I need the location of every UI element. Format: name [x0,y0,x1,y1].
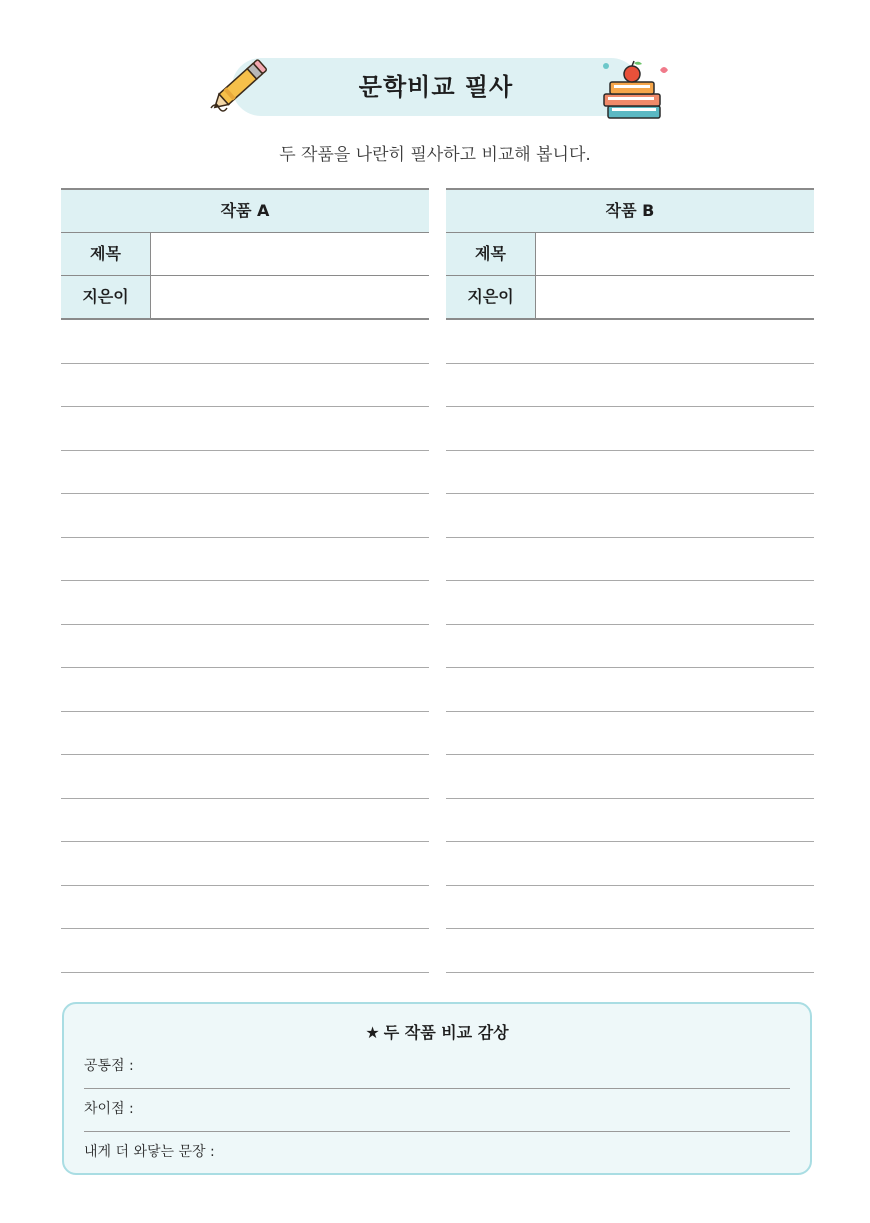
appreciation-title-text: 두 작품 비교 감상 [383,1023,509,1042]
work-a-column [61,188,429,973]
favorite-sentence-row[interactable] [84,1138,790,1168]
writing-line[interactable] [61,320,429,364]
writing-line[interactable] [61,364,429,408]
writing-line[interactable] [446,755,814,799]
differences-label: 차이점 : [84,1101,134,1117]
appreciation-title [64,1020,810,1043]
similarities-row[interactable] [84,1052,790,1089]
work-a-author-row [61,276,429,320]
work-b-title-label: 제목 [446,233,536,275]
differences-row[interactable] [84,1095,790,1132]
writing-line[interactable] [446,712,814,756]
work-b-title-field[interactable] [536,233,814,275]
writing-line[interactable] [446,625,814,669]
writing-line[interactable] [446,494,814,538]
writing-line[interactable] [446,668,814,712]
writing-line[interactable] [61,755,429,799]
page-subtitle: 두 작품을 나란히 필사하고 비교해 봅니다. [279,145,591,165]
page-title: 문학비교 필사 [358,73,514,101]
work-a-author-field[interactable] [151,276,429,318]
writing-line[interactable] [446,842,814,886]
writing-line[interactable] [446,364,814,408]
writing-line[interactable] [446,886,814,930]
work-a-title-label: 제목 [61,233,151,275]
title-banner [232,58,640,116]
writing-line[interactable] [61,407,429,451]
writing-line[interactable] [446,320,814,364]
work-a-writing-area[interactable] [61,320,429,973]
writing-line[interactable] [61,799,429,843]
work-b-author-row [446,276,814,320]
writing-line[interactable] [446,581,814,625]
writing-line[interactable] [446,538,814,582]
work-b-title-row [446,233,814,276]
writing-line[interactable] [61,929,429,973]
writing-line[interactable] [61,538,429,582]
writing-line[interactable] [446,407,814,451]
work-b-author-field[interactable] [536,276,814,318]
writing-line[interactable] [446,929,814,973]
work-b-heading: 작품 B [446,188,814,233]
writing-line[interactable] [446,799,814,843]
pencil-icon [205,56,275,116]
writing-line[interactable] [446,451,814,495]
writing-line[interactable] [61,668,429,712]
star-icon: ★ [365,1023,380,1042]
writing-line[interactable] [61,451,429,495]
writing-line[interactable] [61,886,429,930]
favorite-sentence-label: 내게 더 와닿는 문장 : [84,1144,215,1160]
comparison-appreciation-box [62,1002,812,1175]
books-icon [598,56,676,122]
writing-line[interactable] [61,712,429,756]
work-b-author-label: 지은이 [446,276,536,318]
writing-line[interactable] [61,842,429,886]
writing-line[interactable] [61,494,429,538]
work-b-writing-area[interactable] [446,320,814,973]
work-a-title-row [61,233,429,276]
work-a-title-field[interactable] [151,233,429,275]
similarities-label: 공통점 : [84,1058,134,1074]
work-b-column [446,188,814,973]
work-a-heading: 작품 A [61,188,429,233]
writing-line[interactable] [61,581,429,625]
writing-line[interactable] [61,625,429,669]
work-a-author-label: 지은이 [61,276,151,318]
